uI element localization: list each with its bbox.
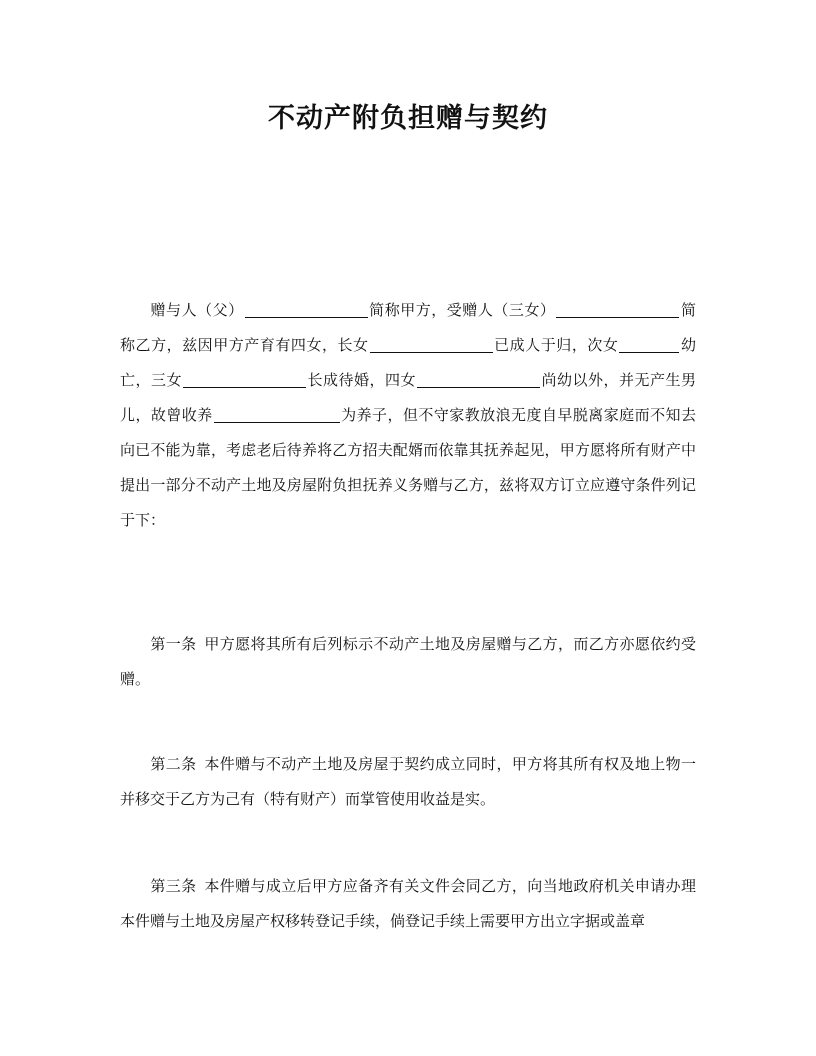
preamble-text-conditions: 为养子，但不守家教放浪无度自早脱离家庭而不知去向已不能为靠，考虑老后待养将乙方招夫配婿而依靠其抚养起见，甲方愿将所有财产中提出一部分不动产土地及房屋附负担抚养义务赠与乙方，兹将双方订立应遵守条件列记于下： [120,406,696,529]
preamble-paragraph [120,293,696,538]
eldest-daughter-blank [370,351,493,353]
preamble-text-third: 幼亡，三女 [120,336,696,389]
fourth-daughter-blank [417,386,540,388]
preamble-text-donee: 简称甲方，受赠人（三女） [368,301,556,319]
second-daughter-blank [619,351,679,353]
article-heading: 第三条 [150,877,197,895]
third-daughter-blank [183,386,306,388]
article-text: 本件赠与不动产土地及房屋于契约成立同时，甲方将其所有权及地上物一并移交于乙方为己有（特有财产）而掌管使用收益是实。 [120,755,696,808]
donor-name-blank [245,316,368,318]
preamble-text-fourth: 长成待婚，四女 [307,371,416,389]
adopted-son-blank [214,421,340,423]
article-heading: 第二条 [150,755,197,773]
preamble-text-adopted: 尚幼以外，并无产生男儿，故曾收养 [120,371,696,424]
preamble-text-eldest: 简称乙方，兹因甲方产育有四女，长女 [120,301,696,354]
preamble-text-donor: 赠与人（父） [150,301,244,319]
article-1 [120,627,696,697]
document-title: 不动产附负担赠与契约 [268,103,548,134]
donee-name-blank [556,316,679,318]
article-2 [120,747,696,817]
article-text: 本件赠与成立后甲方应备齐有关文件会同乙方，向当地政府机关申请办理本件赠与土地及房屋产权移转登记手续，倘登记手续上需要甲方出立字据或盖章 [120,877,696,930]
article-text: 甲方愿将其所有后列标示不动产土地及房屋赠与乙方，而乙方亦愿依约受赠。 [120,635,696,688]
article-heading: 第一条 [150,635,197,653]
preamble-text-second: 已成人于归，次女 [493,336,619,354]
article-3 [120,869,696,939]
